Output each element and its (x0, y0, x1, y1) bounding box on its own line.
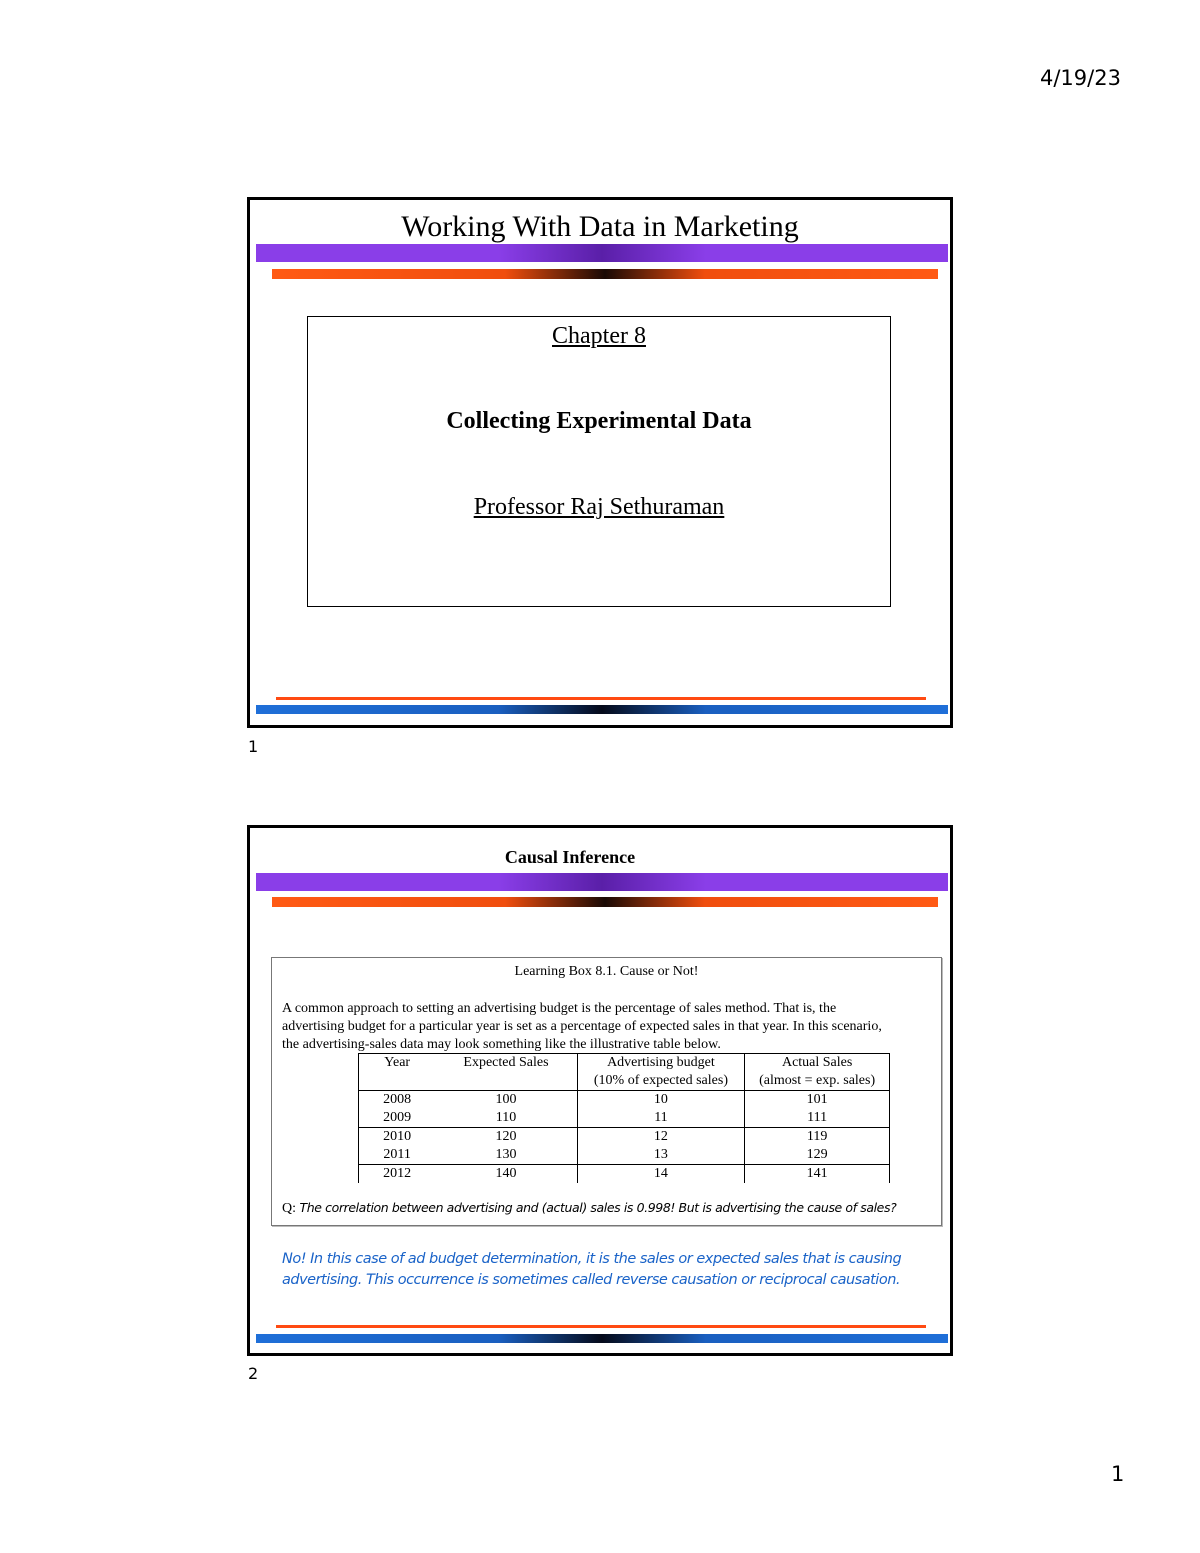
question-text: The correlation between advertising and (actual) sales is 0.998! But is advertising the cause of sales? (299, 1200, 897, 1215)
table-row: 2008 100 10 101 (359, 1091, 890, 1110)
slide-2-number: 2 (248, 1364, 259, 1383)
question-line (282, 1200, 896, 1217)
header-advertising-budget: Advertising budget (10% of expected sales) (577, 1054, 745, 1091)
page-number: 1 (1111, 1462, 1125, 1486)
table-row: 2011 130 13 129 (359, 1146, 890, 1165)
chapter-subtitle: Collecting Experimental Data (446, 408, 752, 434)
header-year: Year (359, 1054, 436, 1091)
slide-1-title: Working With Data in Marketing (401, 210, 799, 243)
header-expected-sales: Expected Sales (435, 1054, 577, 1091)
table-row: 2012 140 14 141 (359, 1165, 890, 1184)
learning-box-paragraph: A common approach to setting an advertising budget is the percentage of sales method. That is, the advertising budget for a particular year is set as a percentage of expected sales in that year. In this scenario, the advertising-sales data may look something like the illustrative table below. (282, 1001, 882, 1052)
table-header-row (359, 1054, 890, 1091)
footer-red-line (276, 697, 926, 700)
footer-red-line (276, 1325, 926, 1328)
advertising-sales-table (358, 1053, 890, 1183)
purple-header-bar (256, 873, 948, 891)
page-date: 4/19/23 (1040, 66, 1121, 90)
orange-header-bar (272, 897, 938, 907)
footer-blue-bar (256, 705, 948, 714)
table-row: 2009 110 11 111 (359, 1109, 890, 1128)
learning-box (271, 957, 942, 1226)
table-row: 2010 120 12 119 (359, 1128, 890, 1147)
learning-box-title: Learning Box 8.1. Cause or Not! (514, 964, 699, 979)
footer-blue-bar (256, 1334, 948, 1343)
title-box (307, 316, 891, 607)
question-label: Q: (282, 1201, 296, 1216)
orange-header-bar (272, 269, 938, 279)
slide-1 (247, 197, 953, 728)
answer-text: No! In this case of ad budget determination, it is the sales or expected sales that is causing advertising. This occurrence is sometimes called reverse causation or reciprocal causation. (282, 1251, 902, 1288)
slide-2-title: Causal Inference (504, 847, 636, 867)
chapter-label: Chapter 8 (552, 323, 646, 349)
header-actual-sales: Actual Sales (almost = exp. sales) (745, 1054, 890, 1091)
purple-header-bar (256, 244, 948, 262)
slide-1-number: 1 (248, 737, 259, 756)
author-name: Professor Raj Sethuraman (473, 494, 725, 520)
